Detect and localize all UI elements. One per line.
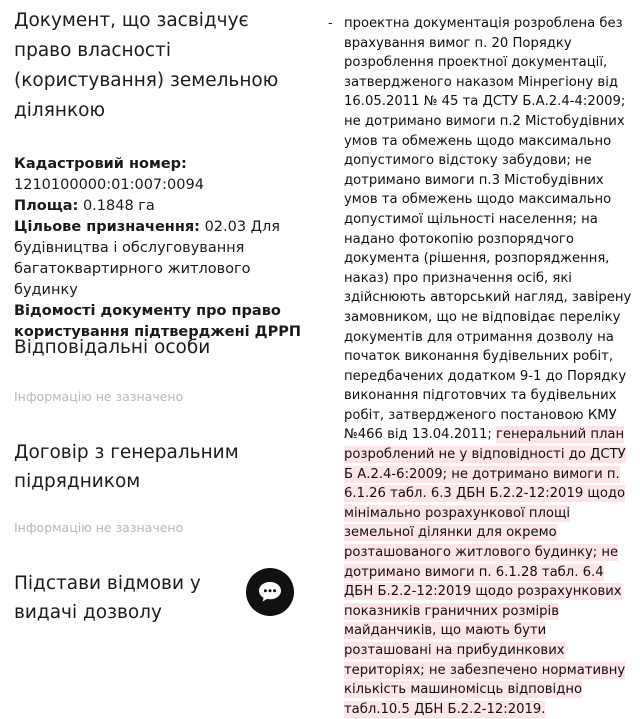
purpose-label: Цільове призначення: [14,219,200,235]
area-row [14,196,310,217]
area-label: Площа: [14,198,79,214]
cadastral-row [14,154,310,196]
chat-button[interactable] [246,568,294,616]
cadastral-label: Кадастровий номер: [14,156,187,172]
list-bullet: - [328,16,333,31]
refusal-reason-plain: проектна документація розроблена без врахування вимог п. 20 Порядку розроблення проектної документації, затвердженого наказом Мінрегіону від 16.05.2011 № 45 та ДСТУ Б.А.2.4-4:2009; не дотримано вимоги п.2 Містобудівних умов та обмежень щодо максимально допустимого відстоку забудови; не дотримано вимоги п.3 Містобудівних умов та обмежень щодо максимально допустимої щільності населення; на надано фотокопію розпорядчого документа (рішення, розпорядження, наказ) про призначення осіб, які здійснюють авторський нагляд, завірену замовником, що не відповідає переліку документів для отримання дозволу на початок виконання будівельних робіт, передбачених додатком 9-1 до Порядку виконання підготовчих та будівельних робіт, затвердженого постановою КМУ №466 від 13.04.2011; [344,16,632,443]
purpose-value: 02.03 Для будівництва і обслуговування багатоквартирного житлового будинку [14,219,281,298]
general-contractor-info: Інформацію не зазначено [14,520,184,535]
responsible-persons-info: Інформацію не зазначено [14,389,184,404]
cadastral-value: 1210100000:01:007:0094 [14,177,204,193]
area-value: 0.1848 га [82,198,155,214]
document-panel [14,6,310,343]
refusal-reason-panel [330,14,630,719]
chat-bubble-icon [258,581,282,603]
drrp-verified-note: Відомості документу про право користування підтверджені ДРРП [14,303,301,340]
purpose-row [14,217,310,301]
responsible-persons-heading: Відповідальні особи [14,337,211,358]
document-facts [14,154,310,343]
refusal-reason-text [344,14,632,719]
document-title: Документ, що засвідчує право власності (користування) земельною ділянкою [14,10,279,121]
refusal-grounds-heading: Підстави відмови у видачі дозволу [14,573,201,623]
general-contractor-heading: Договір з генеральним підрядником [14,442,239,492]
refusal-reason-highlighted: генеральний план розроблений не у відповідності до ДСТУ Б А.2.4-6:2009; не дотримано вимоги п. 6.1.26 табл. 6.3 ДБН Б.2.2-12:2019 щодо мінімально розрахункової площі земельної ділянки для окремо розташованого житлового будинку; не дотримано вимоги п. 6.1.28 табл. 6.4 ДБН Б.2.2-12:2019 щодо розрахункових показників граничних розмірів майданчиків, що мають бути розташовані на прибудинкових територіях; не забезпечено нормативну кількість машиномісць відповідно табл.10.5 ДБН Б.2.2-12:2019. [344,427,626,717]
